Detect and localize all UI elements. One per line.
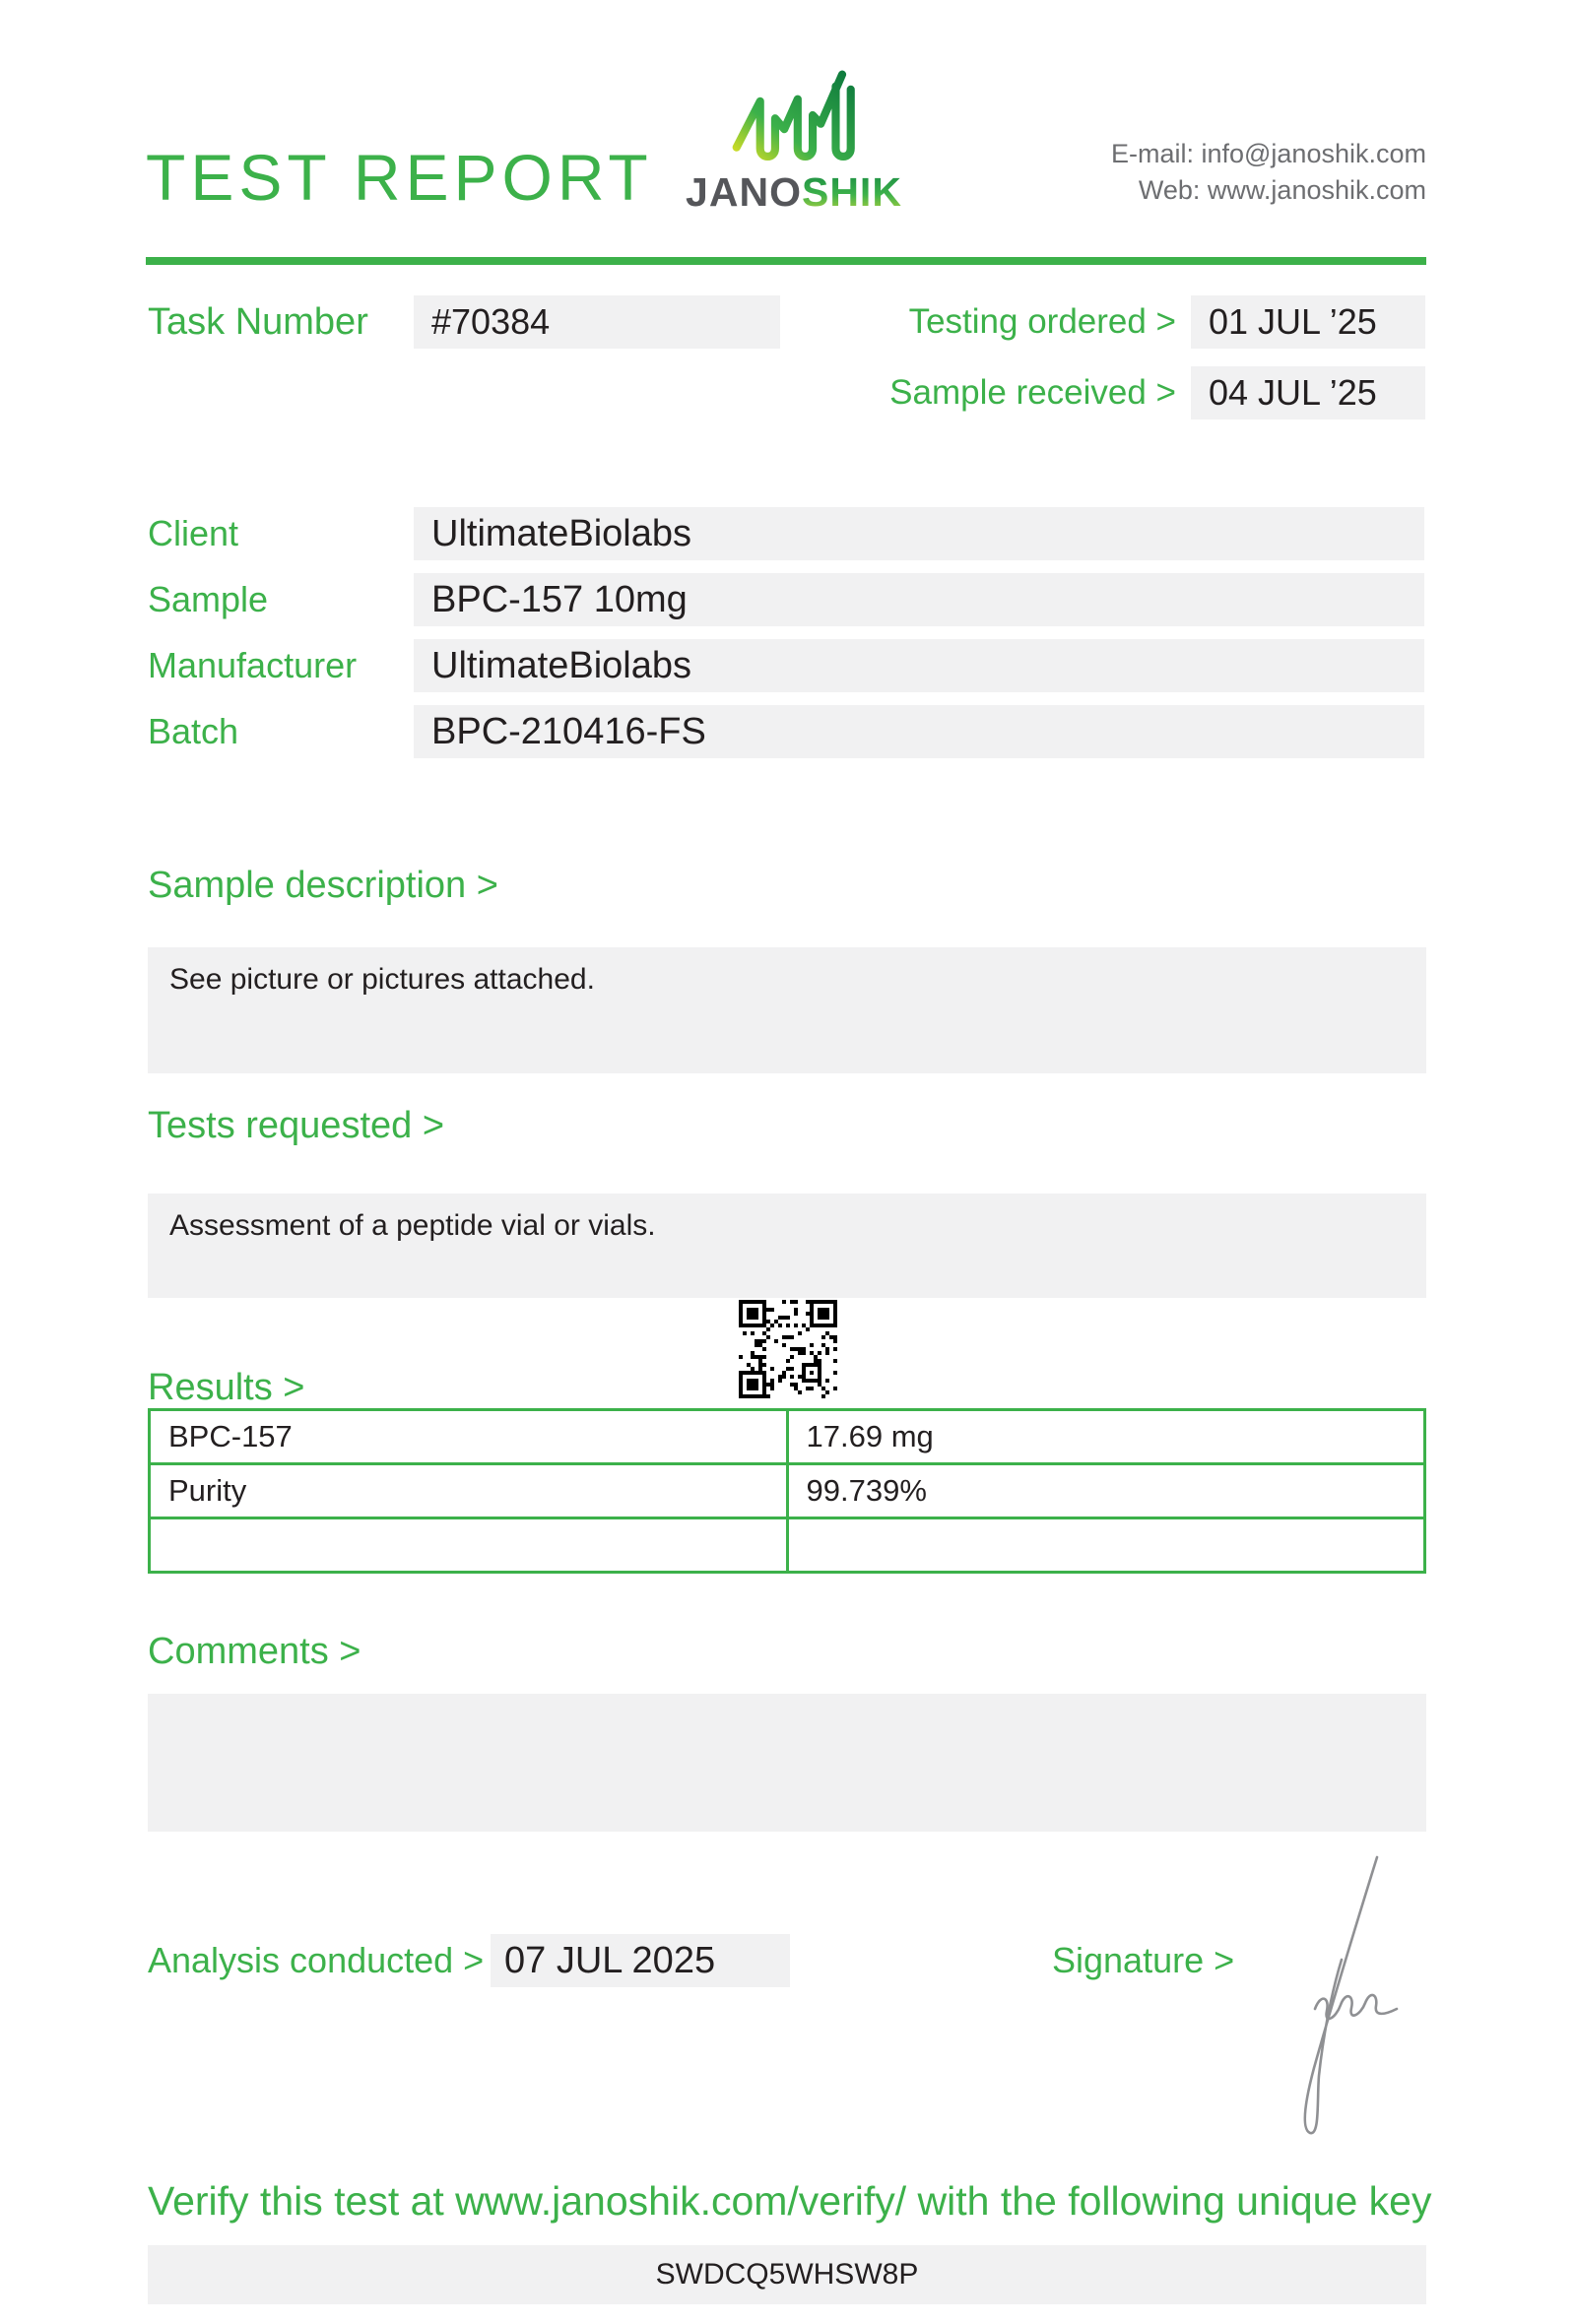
analysis-conducted-label: Analysis conducted > bbox=[148, 1940, 485, 1980]
table-row bbox=[150, 1518, 1425, 1573]
comments-heading: Comments > bbox=[148, 1631, 361, 1672]
sample-value: BPC-157 10mg bbox=[414, 573, 1424, 626]
signature-label: Signature > bbox=[1052, 1940, 1235, 1980]
table-row bbox=[150, 1410, 1425, 1464]
logo-text-jano: JANO bbox=[686, 169, 802, 215]
verify-instruction: Verify this test at www.janoshik.com/verify/ with the following unique key bbox=[148, 2178, 1432, 2224]
analysis-conducted-value: 07 JUL 2025 bbox=[491, 1934, 790, 1987]
sample-description-box: See picture or pictures attached. bbox=[148, 947, 1426, 1073]
tests-requested-heading: Tests requested > bbox=[148, 1105, 445, 1146]
batch-value: BPC-210416-FS bbox=[414, 705, 1424, 758]
unique-key-value: SWDCQ5WHSW8P bbox=[148, 2245, 1426, 2304]
client-value: UltimateBiolabs bbox=[414, 507, 1424, 560]
results-table bbox=[148, 1408, 1426, 1574]
contact-web: Web: www.janoshik.com bbox=[1138, 175, 1426, 205]
janoshik-logo bbox=[678, 67, 910, 216]
testing-ordered-value: 01 JUL ’25 bbox=[1191, 295, 1425, 349]
result-value: 17.69 mg bbox=[787, 1410, 1425, 1464]
trending-chart-icon bbox=[731, 67, 857, 163]
logo-wordmark bbox=[678, 169, 910, 216]
manufacturer-label: Manufacturer bbox=[148, 645, 358, 685]
sample-received-value: 04 JUL ’25 bbox=[1191, 366, 1425, 420]
result-value bbox=[787, 1518, 1425, 1573]
task-number-value: #70384 bbox=[414, 295, 780, 349]
sample-label: Sample bbox=[148, 579, 269, 619]
handwritten-signature bbox=[1261, 1849, 1399, 2145]
header-divider bbox=[146, 257, 1426, 265]
batch-label: Batch bbox=[148, 711, 239, 751]
qr-code bbox=[739, 1300, 837, 1398]
client-label: Client bbox=[148, 513, 239, 553]
comments-box bbox=[148, 1694, 1426, 1832]
result-analyte bbox=[150, 1518, 788, 1573]
logo-text-shik: SHIK bbox=[801, 169, 902, 215]
contact-block bbox=[985, 136, 1426, 209]
testing-ordered-label: Testing ordered > bbox=[908, 302, 1176, 341]
tests-requested-box: Assessment of a peptide vial or vials. bbox=[148, 1194, 1426, 1298]
result-analyte: BPC-157 bbox=[150, 1410, 788, 1464]
task-number-label: Task Number bbox=[148, 301, 368, 343]
sample-received-label: Sample received > bbox=[889, 373, 1176, 412]
contact-email: E-mail: info@janoshik.com bbox=[1110, 139, 1426, 168]
result-value: 99.739% bbox=[787, 1464, 1425, 1518]
table-row bbox=[150, 1464, 1425, 1518]
results-heading: Results > bbox=[148, 1367, 305, 1408]
manufacturer-value: UltimateBiolabs bbox=[414, 639, 1424, 692]
sample-description-heading: Sample description > bbox=[148, 865, 498, 906]
page-title: TEST REPORT bbox=[146, 141, 653, 214]
result-analyte: Purity bbox=[150, 1464, 788, 1518]
